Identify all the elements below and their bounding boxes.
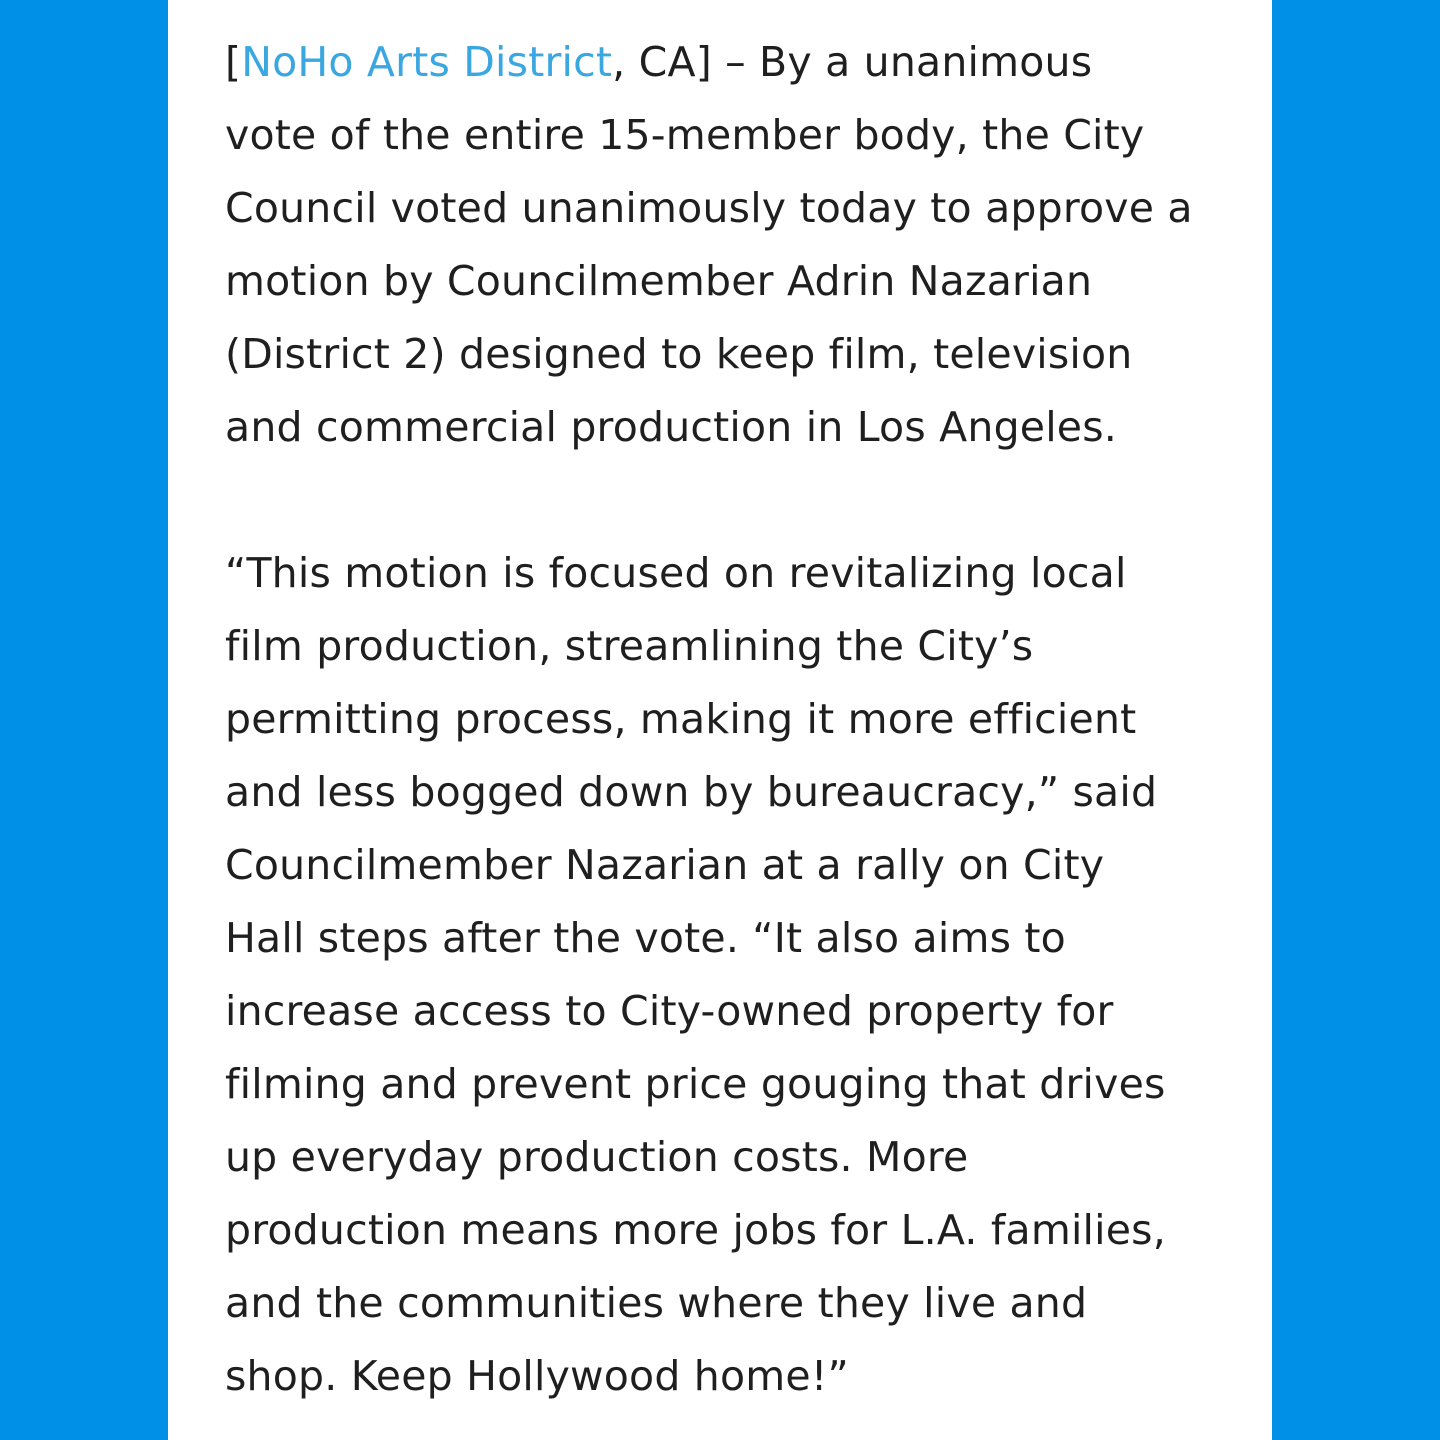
paragraph-2-line-5: Councilmember Nazarian at a rally on City — [225, 841, 1105, 889]
paragraph-2-line-6: Hall steps after the vote. “It also aims to — [225, 914, 1066, 962]
paragraph-1-line-5: (District 2) designed to keep film, television — [225, 330, 1133, 378]
paragraph-2-line-9: up everyday production costs. More — [225, 1133, 969, 1181]
paragraph-2-line-10: production means more jobs for L.A. families, — [225, 1206, 1166, 1254]
paragraph-2-line-7: increase access to City-owned property for — [225, 987, 1114, 1035]
article-body — [225, 26, 1235, 1413]
paragraph-1-line-2: vote of the entire 15-member body, the City — [225, 111, 1145, 159]
paragraph-1-line-6: and commercial production in Los Angeles. — [225, 403, 1118, 451]
paragraph-2-line-12: shop. Keep Hollywood home!” — [225, 1352, 849, 1400]
paragraph-1-line-4: motion by Councilmember Adrin Nazarian — [225, 257, 1093, 305]
open-bracket: [ — [225, 38, 242, 86]
paragraph-2-line-3: permitting process, making it more efficient — [225, 695, 1137, 743]
article-panel — [168, 0, 1272, 1440]
paragraph-2-line-8: filming and prevent price gouging that drives — [225, 1060, 1166, 1108]
article-paragraph-2 — [225, 537, 1235, 1413]
paragraph-2-line-2: film production, streamlining the City’s — [225, 622, 1034, 670]
paragraph-1-line-1 — [225, 26, 1235, 99]
paragraph-2-line-4: and less bogged down by bureaucracy,” said — [225, 768, 1158, 816]
paragraph-2-line-1: “This motion is focused on revitalizing local — [225, 549, 1127, 597]
paragraph-2-line-11: and the communities where they live and — [225, 1279, 1088, 1327]
paragraph-1-line-3: Council voted unanimously today to approve a — [225, 184, 1193, 232]
article-paragraph-1 — [225, 26, 1235, 464]
dateline-rest: , CA] – By a unanimous — [612, 38, 1093, 86]
location-link[interactable]: NoHo Arts District — [241, 38, 613, 86]
